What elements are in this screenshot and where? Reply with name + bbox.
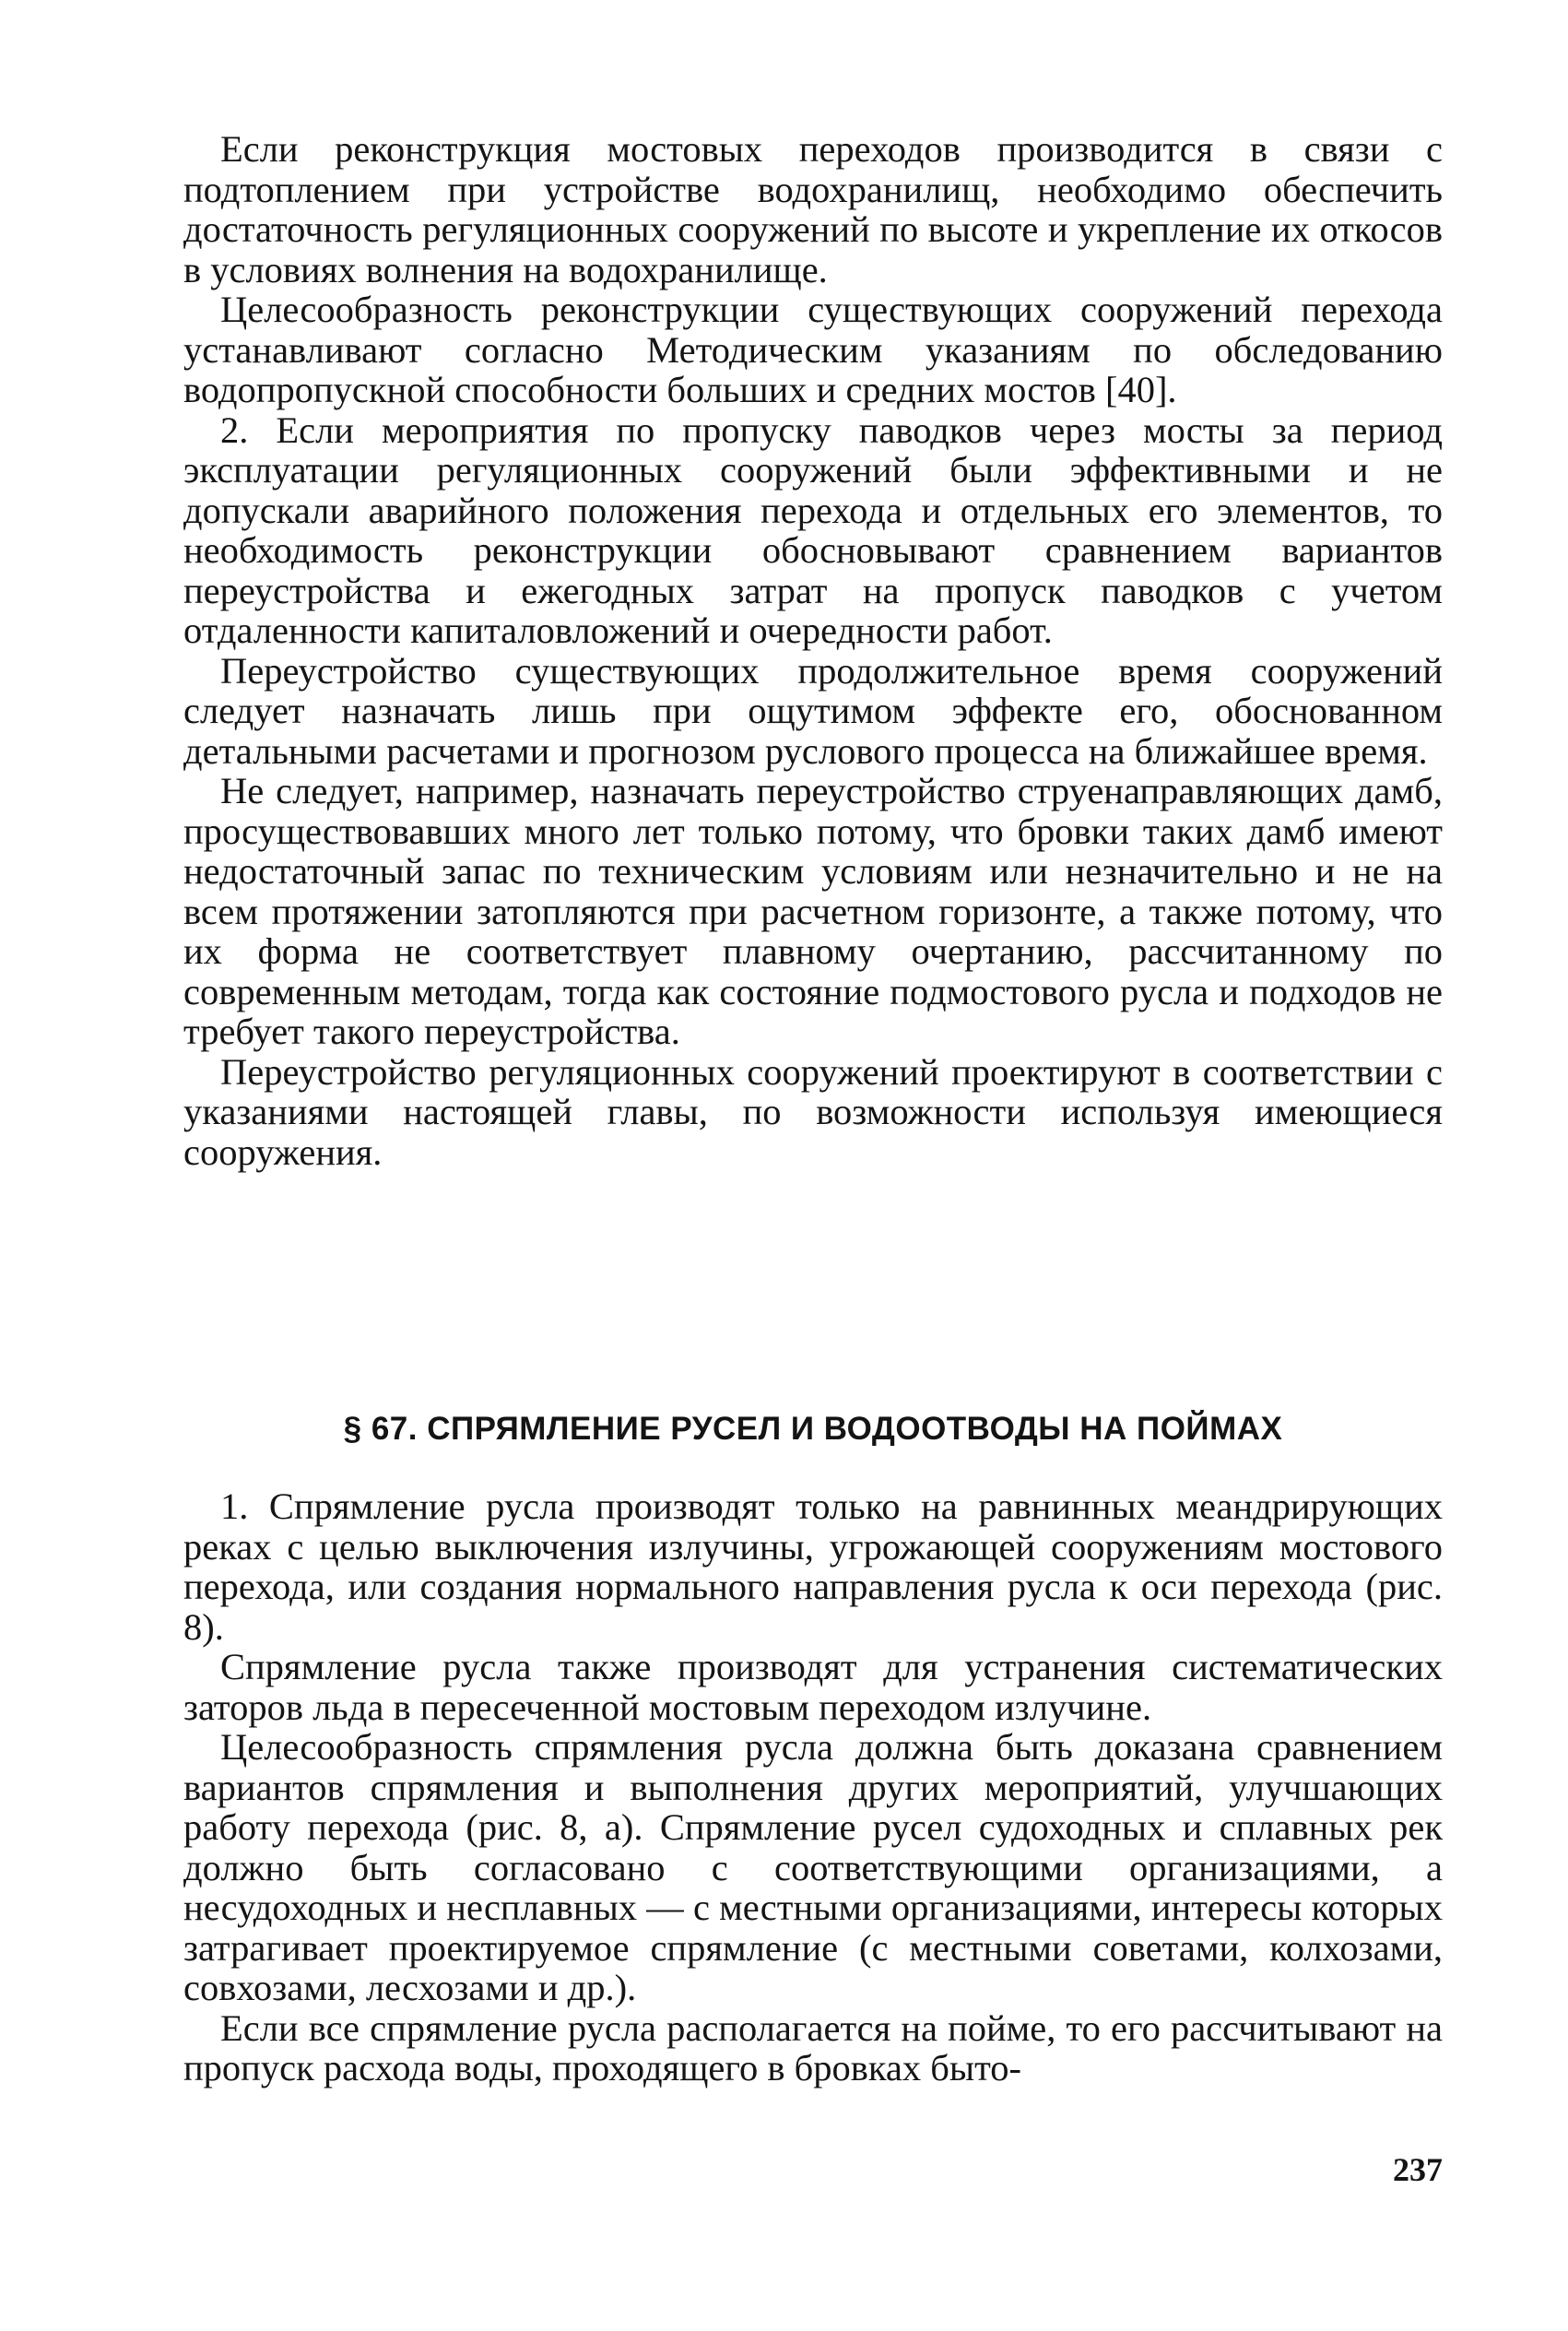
section-heading: § 67. СПРЯМЛЕНИЕ РУСЕЛ И ВОДООТВОДЫ НА ПОЙМАХ: [343, 1411, 1283, 1447]
document-page: [183, 129, 1443, 2250]
paragraph: Не следует, например, назначать переустройство струенаправляющих дамб, просуществовавших много лет только потому, что бровки таких дамб имеют недостаточный запас по техническим условиям или незначительно и не на всем протяжении затопляются при расчетном горизонте, а также потому, что их форма не соответствует плавному очертанию, рассчитанному по современным методам, тогда как состояние подмостового русла и подходов не требует такого переустройства.: [183, 770, 1443, 1052]
paragraph: Переустройство регуляционных сооружений проектируют в соответствии с указаниями настоящей главы, по возможности используя имеющиеся сооружения.: [183, 1050, 1443, 1173]
paragraph: Если все спрямление русла располагается на пойме, то его рассчитывают на пропуск расхода воды, проходящего в бровках быто-: [183, 2006, 1443, 2088]
paragraph: 1. Спрямление русла производят только на равнинных меандрирующих реках с целью выключения излучины, угрожающей сооружениям мостового перехода, или создания нормального направления русла к оси перехода (рис. 8).: [183, 1485, 1443, 1648]
page-number: 237: [1393, 2151, 1443, 2188]
paragraph: Целесообразность спрямления русла должна быть доказана сравнением вариантов спрямления и выполнения других мероприятий, улучшающих работу перехода (рис. 8, а). Спрямление русел судоходных и сплавных рек должно быть согласовано с соответствующими организациями, а несудоходных и несплавных — с местными организациями, интересы которых затрагивает проектируемое спрямление (с местными советами, колхозами, совхозами, лесхозами и др.).: [183, 1726, 1443, 2008]
paragraph: Если реконструкция мостовых переходов производится в связи с подтоплением при устройстве водохранилищ, необходимо обеспечить достаточность регуляционных сооружений по высоте и укрепление их откосов в условиях волнения на водохранилище.: [183, 128, 1443, 290]
paragraph: Целесообразность реконструкции существующих сооружений перехода устанавливают согласно Методическим указаниям по обследованию водопропускной способности больших и средних мостов [40].: [183, 289, 1443, 410]
paragraph: 2. Если мероприятия по пропуску паводков через мосты за период эксплуатации регуляционных сооружений были эффективными и не допускали аварийного положения перехода и отдельных его элементов, то необходимость реконструкции обосновывают сравнением вариантов переустройства и ежегодных затрат на пропуск паводков с учетом отдаленности капиталовложений и очередности работ.: [183, 408, 1443, 651]
body-text-top: [183, 129, 1443, 1172]
paragraph: Спрямление русла также производят для устранения систематических заторов льда в пересеченной мостовым переходом излучине.: [183, 1646, 1443, 1728]
paragraph: Переустройство существующих продолжительное время сооружений следует назначать лишь при ощутимом эффекте его, обоснованном детальными расчетами и прогнозом руслового процесса на ближайшее время.: [183, 649, 1443, 772]
body-text-bottom: [183, 1486, 1443, 2088]
